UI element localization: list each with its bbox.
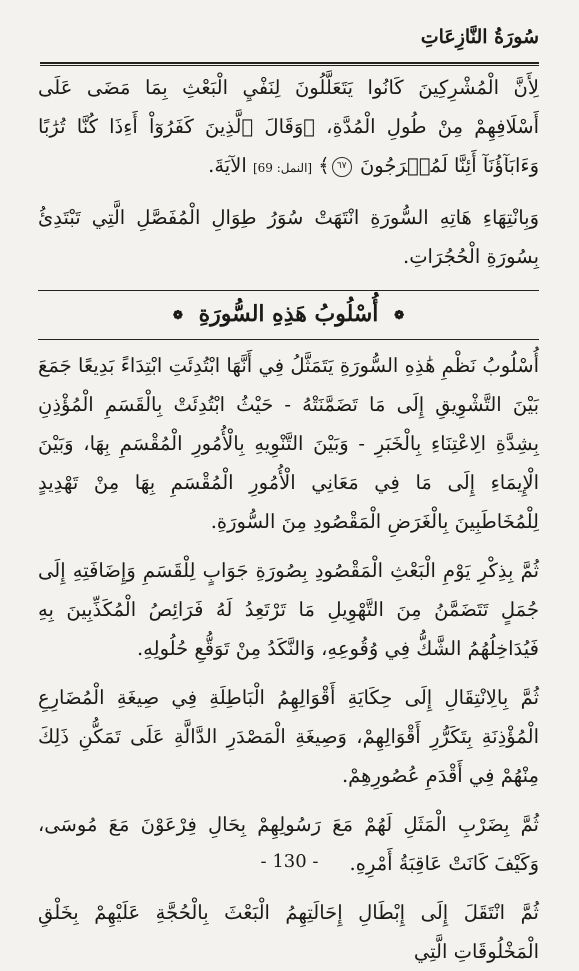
body-paragraph: أُسْلُوبُ نَظْمِ هَٰذِهِ السُّورَةِ يَتَمَثَّلُ فِي أَنَّهَا ابْتُدِئَتِ ابْتِدَاءً بَدِيعًا جَمَعَ بَيْنَ التَّشْوِيقِ إِلَى مَا تَضَمَّنَتْهُ - حَيْثُ ابْتُدِئَتْ بِالْقَسَمِ الْمُؤْذِنِ بِشِدَّةِ الِاعْتِنَاءِ بِالْخَبَرِ - وَبَيْنَ التَّنْوِيهِ بِالْأُمُورِ الْمُقْسَمِ بِهَا، وَبَيْنَ الْإِيمَاءِ إِلَى مَا فِي مَعَانِي الْأُمُورِ الْمُقْسَمِ بِهَا مِنْ تَهْدِيدٍ لِلْمُخَاطَبِينَ بِالْغَرَضِ الْمَقْصُودِ مِنَ السُّورَةِ. <box>38 354 539 533</box>
ornament-icon: ❁ <box>394 308 405 322</box>
spacer <box>38 188 539 198</box>
body-paragraph: ثُمَّ بِالِانْتِقَالِ إِلَى حِكَايَةِ أَقْوَالِهِمُ الْبَاطِلَةِ فِي صِيغَةِ الْمُضَارِعِ الْمُؤْذِنَةِ بِتَكَرُّرِ أَقْوَالِهِمْ، وَصِيغَةِ الْمَصْدَرِ الدَّالَّةِ عَلَى تَمَكُّنِ ذَلِكَ مِنْهُمْ فِي أَقْدَمِ عُصُورِهِمْ. <box>38 686 539 787</box>
section-heading <box>38 294 539 335</box>
intro-paragraph-2: وَبِانْتِهَاءِ هَاتِهِ السُّورَةِ انْتَهَتْ سُوَرُ طِوَالِ الْمُفَصَّلِ الَّتِي تَبْتَدِئُ بِسُورَةِ الْحُجُرَاتِ. <box>38 206 539 268</box>
section-heading-block <box>38 284 539 342</box>
section-heading-text: أُسْلُوبُ هَذِهِ السُّورَةِ <box>198 301 379 327</box>
intro-paragraph-1: لِأَنَّ الْمُشْرِكِينَ كَانُوا يَتَعَلَّلُونَ لِنَفْيِ الْبَعْثِ بِمَا مَضَى عَلَى أَسْلَافِهِمْ مِنْ طُولِ الْمُدَّةِ، ﴿وَقَالَ ٱلَّذِينَ كَفَرُوٓاْ أَءِذَا كُنَّا تُرَٰبًا وَءَابَآؤُنَآ أَئِنَّا لَمُخۡرَجُونَ ٦٧﴾ [النمل: 69] الآيَةَ. <box>38 76 539 177</box>
spacer <box>38 883 539 893</box>
spacer <box>38 541 539 551</box>
page-number: - 130 - <box>260 851 319 872</box>
page-body <box>38 68 539 971</box>
section-top-rule <box>38 290 539 291</box>
ayah-number-marker: ٦٧ <box>332 157 352 177</box>
quran-reference: [النمل: 69] <box>252 161 313 175</box>
intro-text: لِأَنَّ الْمُشْرِكِينَ كَانُوا يَتَعَلَّلُونَ لِنَفْيِ الْبَعْثِ بِمَا مَضَى عَلَى أَسْلَافِهِمْ مِنْ طُولِ الْمُدَّةِ، ﴿وَقَالَ ٱلَّذِينَ كَفَرُوٓاْ أَءِذَا كُنَّا تُرَٰبًا وَءَابَآؤُنَآ أَئِنَّا لَمُخۡرَجُونَ <box>38 76 539 177</box>
section-bottom-rule <box>38 339 539 340</box>
spacer <box>38 668 539 678</box>
surah-header-title: سُورَةُ النَّازِعَاتِ <box>420 26 539 48</box>
body-paragraph: ثُمَّ بِضَرْبِ الْمَثَلِ لَهُمْ مَعَ رَسُولِهِمْ بِحَالِ فِرْعَوْنَ مَعَ مُوسَى، وَكَيْفَ كَانَتْ عَاقِبَةُ أَمْرِهِ. <box>38 813 539 875</box>
page-header <box>40 22 539 64</box>
spacer <box>38 795 539 805</box>
ornament-icon: ❁ <box>172 308 183 322</box>
body-paragraph: ثُمَّ بِذِكْرِ يَوْمِ الْبَعْثِ الْمَقْصُودِ بِصُورَةِ جَوَابٍ لِلْقَسَمِ وَإِضَافَتِهِ إِلَى جُمَلٍ تَتَضَمَّنُ مِنَ التَّهْوِيلِ مَا تَرْتَعِدُ لَهُ فَرَائِصُ الْمُكَذِّبِينَ بِهِ فَيُدَاخِلُهُمُ الشَّكُّ فِي وُقُوعِهِ، وَالنَّكَدُ مِنْ تَوَقُّعِ حُلُولِهِ. <box>38 559 539 660</box>
header-rule <box>40 62 539 64</box>
body-paragraph: ثُمَّ انْتَقَلَ إِلَى إِبْطَالِ إِحَالَتِهِمُ الْبَعْثَ بِالْحُجَّةِ عَلَيْهِمْ بِخَلْقِ الْمَخْلُوقَاتِ الَّتِي <box>38 901 539 963</box>
intro-tail: الآيَةَ. <box>208 154 247 177</box>
